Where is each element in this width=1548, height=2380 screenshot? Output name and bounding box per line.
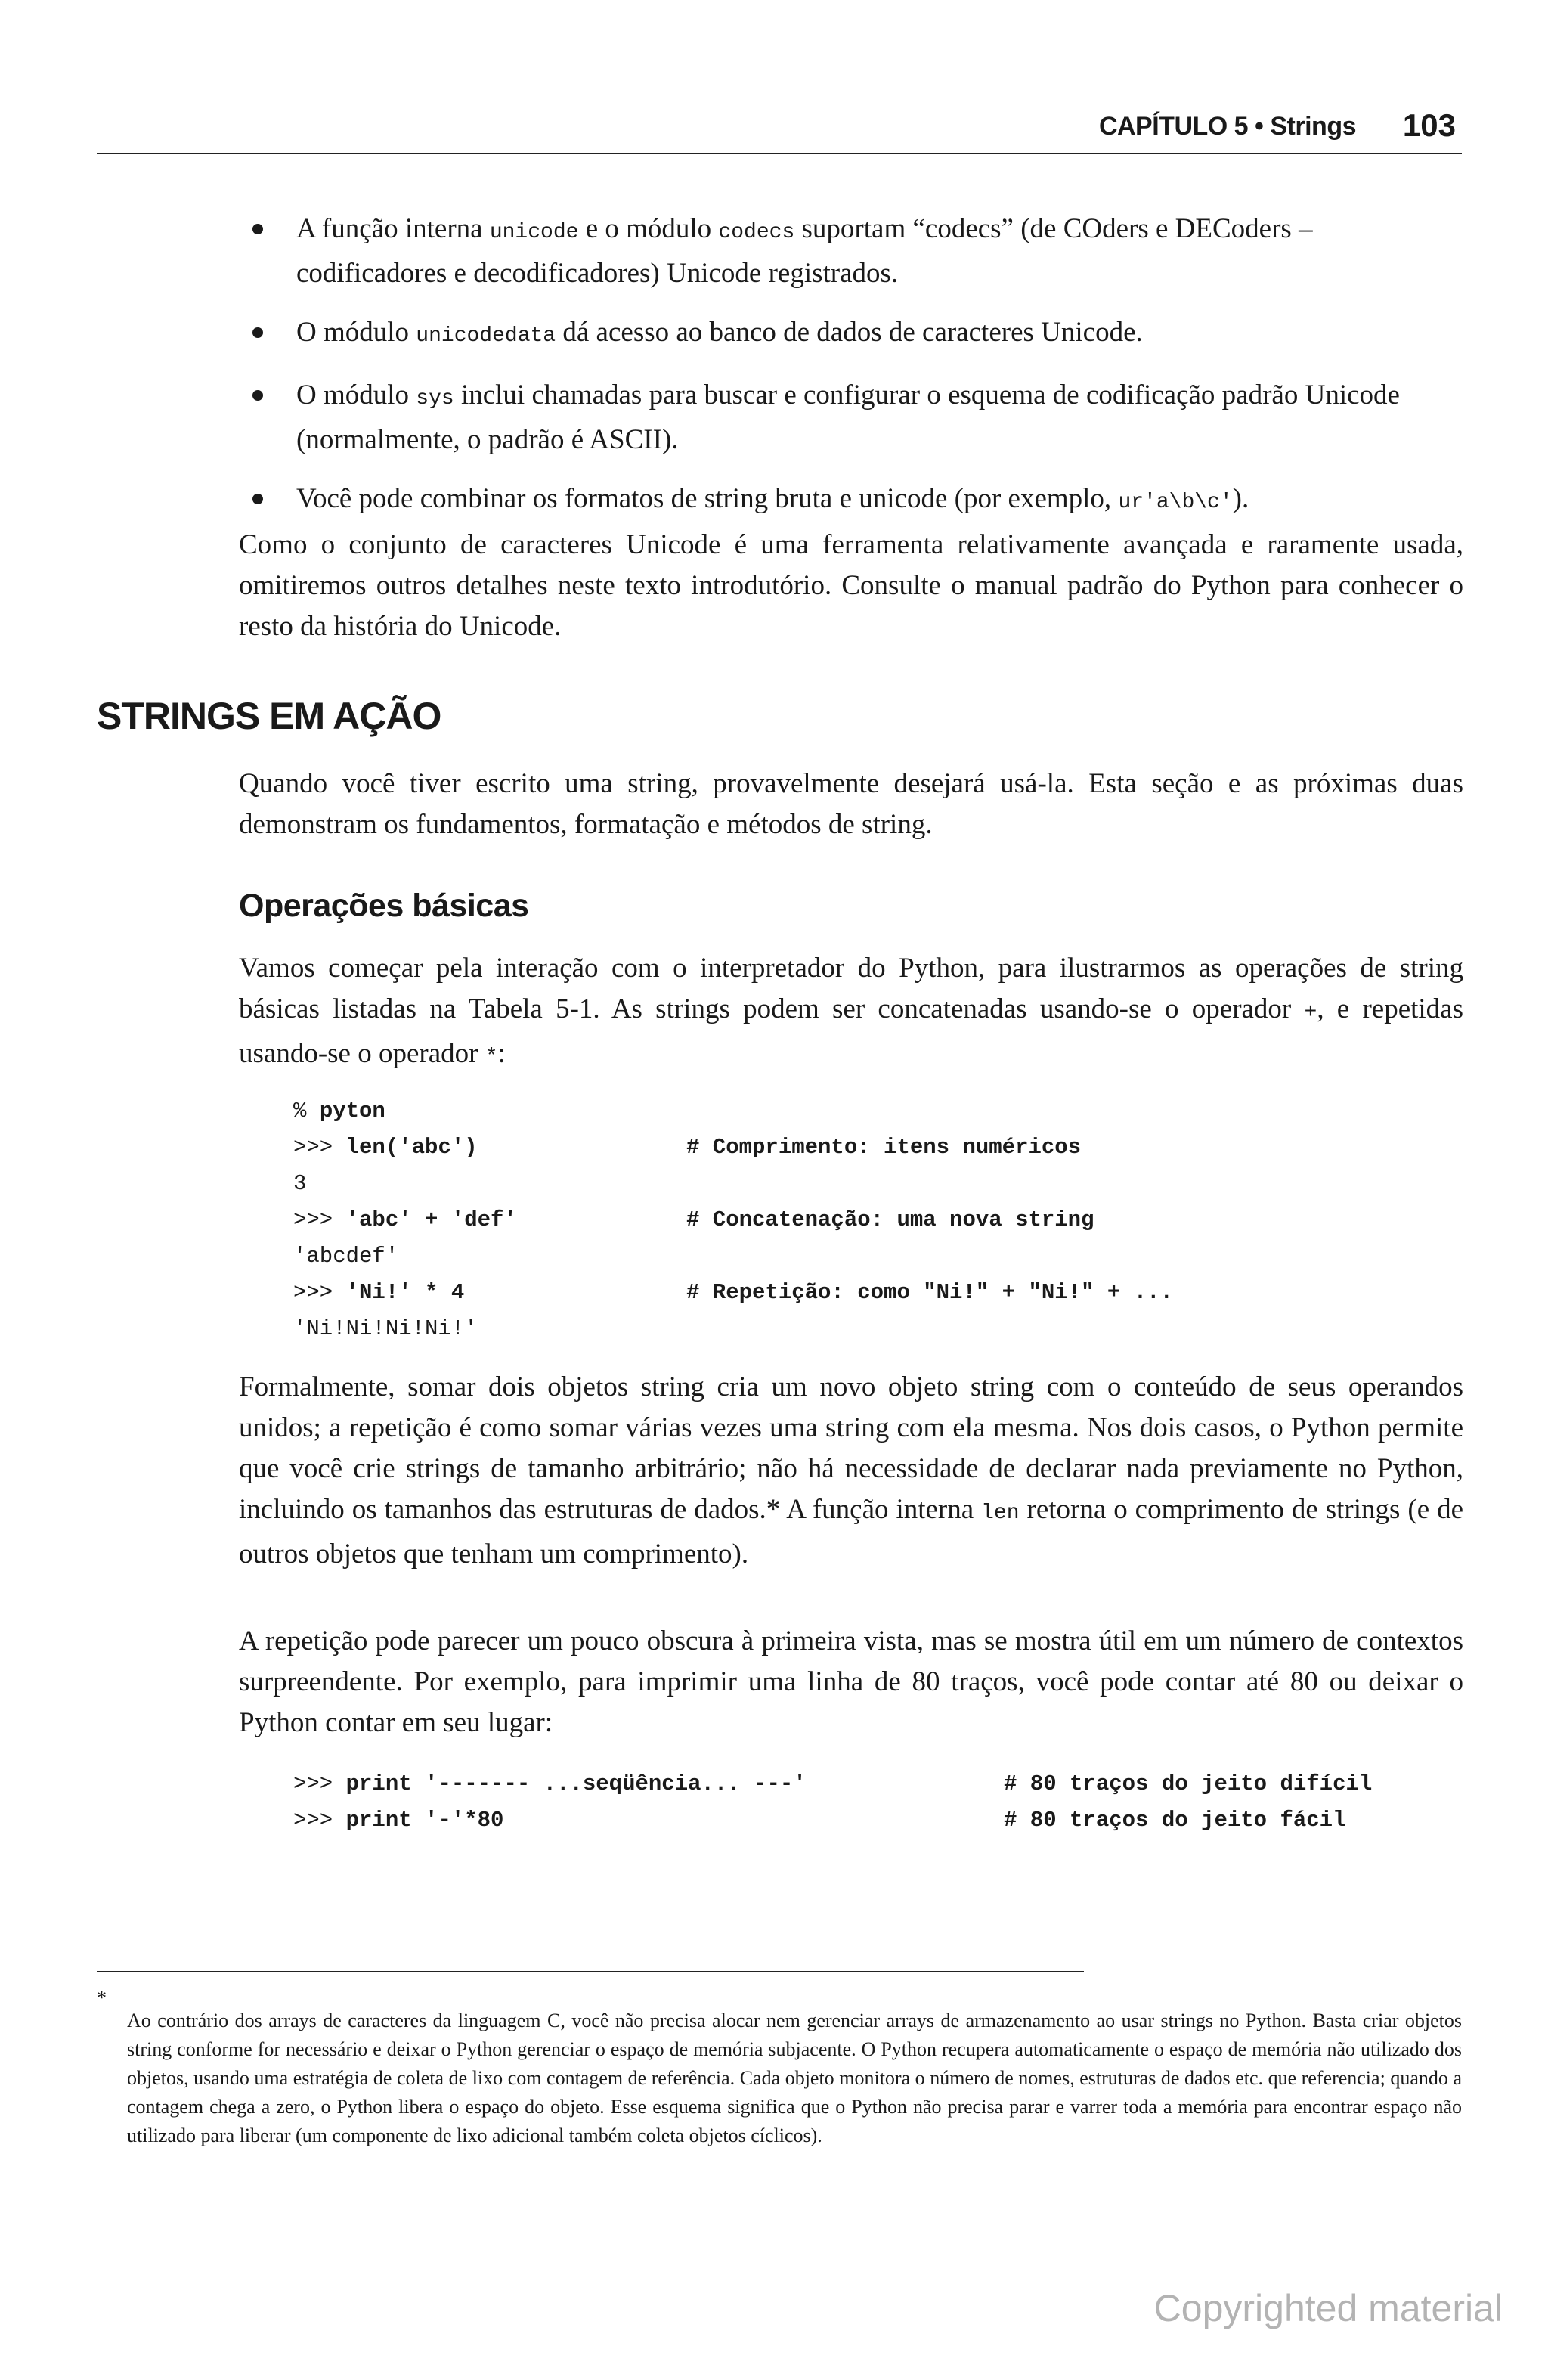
list-item-text bbox=[296, 213, 1313, 289]
code-comment: # 80 traços do jeito fácil bbox=[1004, 1808, 1346, 1833]
list-item bbox=[239, 209, 1463, 294]
code-line: 'abcdef' bbox=[293, 1244, 399, 1269]
text-run: A função interna bbox=[296, 213, 490, 244]
list-item-text bbox=[296, 317, 1143, 348]
inline-code: unicode bbox=[489, 221, 579, 244]
inline-code: codecs bbox=[718, 221, 795, 244]
code-comment: # Concatenação: uma nova string bbox=[686, 1207, 1094, 1232]
inline-code: ur'a\b\c' bbox=[1118, 491, 1233, 514]
chapter-title: CAPÍTULO 5 • Strings bbox=[1098, 112, 1356, 141]
formal-paragraph bbox=[239, 1367, 1463, 1575]
page-number: 103 bbox=[1402, 107, 1456, 143]
bullet-icon bbox=[252, 224, 263, 234]
section-intro: Quando você tiver escrito uma string, provavelmente desejará usá-la. Esta seção e as próximas duas demonstram os fundamentos, formatação e métodos de string. bbox=[239, 768, 1463, 840]
list-item bbox=[239, 479, 1463, 523]
text-run: Você pode combinar os formatos de string bruta e unicode (por exemplo, bbox=[296, 483, 1119, 514]
unicode-paragraph: Como o conjunto de caracteres Unicode é uma ferramenta relativamente avançada e raramente usada, omitiremos outros detalhes neste texto introdutório. Consulte o manual padrão do Python para conhecer o resto da história do Unicode. bbox=[239, 529, 1463, 642]
footnote-divider bbox=[97, 1971, 1084, 1972]
bullet-icon bbox=[252, 327, 263, 338]
list-item bbox=[239, 375, 1463, 460]
bullet-icon bbox=[252, 390, 263, 401]
code-line: >>> print '-'*80 # 80 traços do jeito fácil bbox=[293, 1802, 1472, 1839]
code-line: >>> 'abc' + 'def' # Concatenação: uma nova string bbox=[293, 1202, 1472, 1238]
inline-code: + bbox=[1304, 1001, 1317, 1024]
footnote-text: Ao contrário dos arrays de caracteres da linguagem C, você não precisa alocar nem gerenciar arrays de armazenamento ao usar strings no Python. Basta criar objetos string conforme for necessário e deixar o Python gerenciar o espaço de memória subjacente. O Python recupera automaticamente o espaço de memória não utilizado dos objetos, usando uma estratégia de coleta de lixo com contagem de referência. Cada objeto monitora o número de nomes, estruturas de dados etc. que referencia; quando a contagem chega a zero, o Python libera o espaço do objeto. Esse esquema significa que o Python não precisa parar e varrer toda a memória para encontrar espaço não utilizado para liberar (um componente de lixo adicional também coleta objetos cíclicos). bbox=[127, 2010, 1462, 2146]
inline-code: len bbox=[981, 1501, 1020, 1525]
code-line: >>> len('abc') # Comprimento: itens numéricos bbox=[293, 1130, 1472, 1166]
footnote-mark: * bbox=[97, 1987, 107, 2009]
text-run: e o módulo bbox=[578, 213, 719, 244]
ops-intro-paragraph bbox=[239, 948, 1463, 1078]
unicode-tools-list bbox=[239, 209, 1463, 541]
text-run: O módulo bbox=[296, 380, 416, 411]
text-run: : bbox=[497, 1038, 506, 1069]
code-line: 3 bbox=[293, 1171, 307, 1196]
code-comment: # 80 traços do jeito difícil bbox=[1004, 1771, 1373, 1796]
text-run: O módulo bbox=[296, 317, 416, 348]
text-run: retorna o comprimento de strings (e de outros objetos que tenham um comprimento). bbox=[239, 1494, 1463, 1570]
code-line: 'Ni!Ni!Ni!Ni!' bbox=[293, 1316, 478, 1341]
list-item-text bbox=[296, 483, 1249, 514]
code-comment: # Comprimento: itens numéricos bbox=[686, 1135, 1082, 1160]
code-line: % pyton bbox=[293, 1099, 385, 1123]
subsection-title: Operações básicas bbox=[239, 888, 529, 924]
text-run: , e repetidas usando-se o operador bbox=[239, 993, 1463, 1069]
code-line: >>> print '------- ...seqüência... ---' # 80 traços do jeito difícil bbox=[293, 1766, 1472, 1802]
watermark: Copyrighted material bbox=[1153, 2287, 1503, 2329]
footnote bbox=[97, 1987, 1462, 2170]
ops-intro-text bbox=[239, 953, 1463, 1069]
code-comment: # Repetição: como "Ni!" + "Ni!" + ... bbox=[686, 1280, 1173, 1305]
inline-code: * bbox=[485, 1046, 498, 1069]
section-title: STRINGS EM AÇÃO bbox=[97, 695, 441, 737]
code-line: >>> 'Ni!' * 4 # Repetição: como "Ni!" + "Ni!" + ... bbox=[293, 1275, 1472, 1311]
text-run: suportam “codecs” (de COders e DECoders – codificadores e decodificadores) Unicode registrados. bbox=[296, 213, 1313, 289]
text-run: inclui chamadas para buscar e configurar o esquema de codificação padrão Unicode (normalmente, o padrão é ASCII). bbox=[296, 380, 1400, 455]
bullet-icon bbox=[252, 494, 263, 504]
formal-text bbox=[239, 1371, 1463, 1570]
inline-code: sys bbox=[416, 387, 454, 411]
running-head bbox=[97, 106, 1462, 154]
text-run: Formalmente, somar dois objetos string cria um novo objeto string com o conteúdo de seus operandos unidos; a repetição é como somar várias vezes uma string com ela mesma. Nos dois casos, o Python permite que você crie strings de tamanho arbitrário; não há necessidade de declarar nada previamente no Python, incluindo os tamanhos das estruturas de dados.* A função interna bbox=[239, 1371, 1463, 1525]
list-item-text bbox=[296, 380, 1400, 455]
code-example-interactive bbox=[293, 1093, 1472, 1347]
text-run: ). bbox=[1232, 483, 1249, 514]
text-run: Vamos começar pela interação com o interpretador do Python, para ilustrarmos as operações de string básicas listadas na Tabela 5-1. As strings podem ser concatenadas usando-se o operador bbox=[239, 953, 1463, 1024]
code-example-print bbox=[293, 1766, 1472, 1839]
inline-code: unicodedata bbox=[416, 324, 556, 348]
list-item bbox=[239, 312, 1463, 357]
repetition-paragraph: A repetição pode parecer um pouco obscura à primeira vista, mas se mostra útil em um número de contextos surpreendente. Por exemplo, para imprimir uma linha de 80 traços, você pode contar até 80 ou deixar o Python contar em seu lugar: bbox=[239, 1625, 1463, 1738]
text-run: dá acesso ao banco de dados de caracteres Unicode. bbox=[556, 317, 1143, 348]
